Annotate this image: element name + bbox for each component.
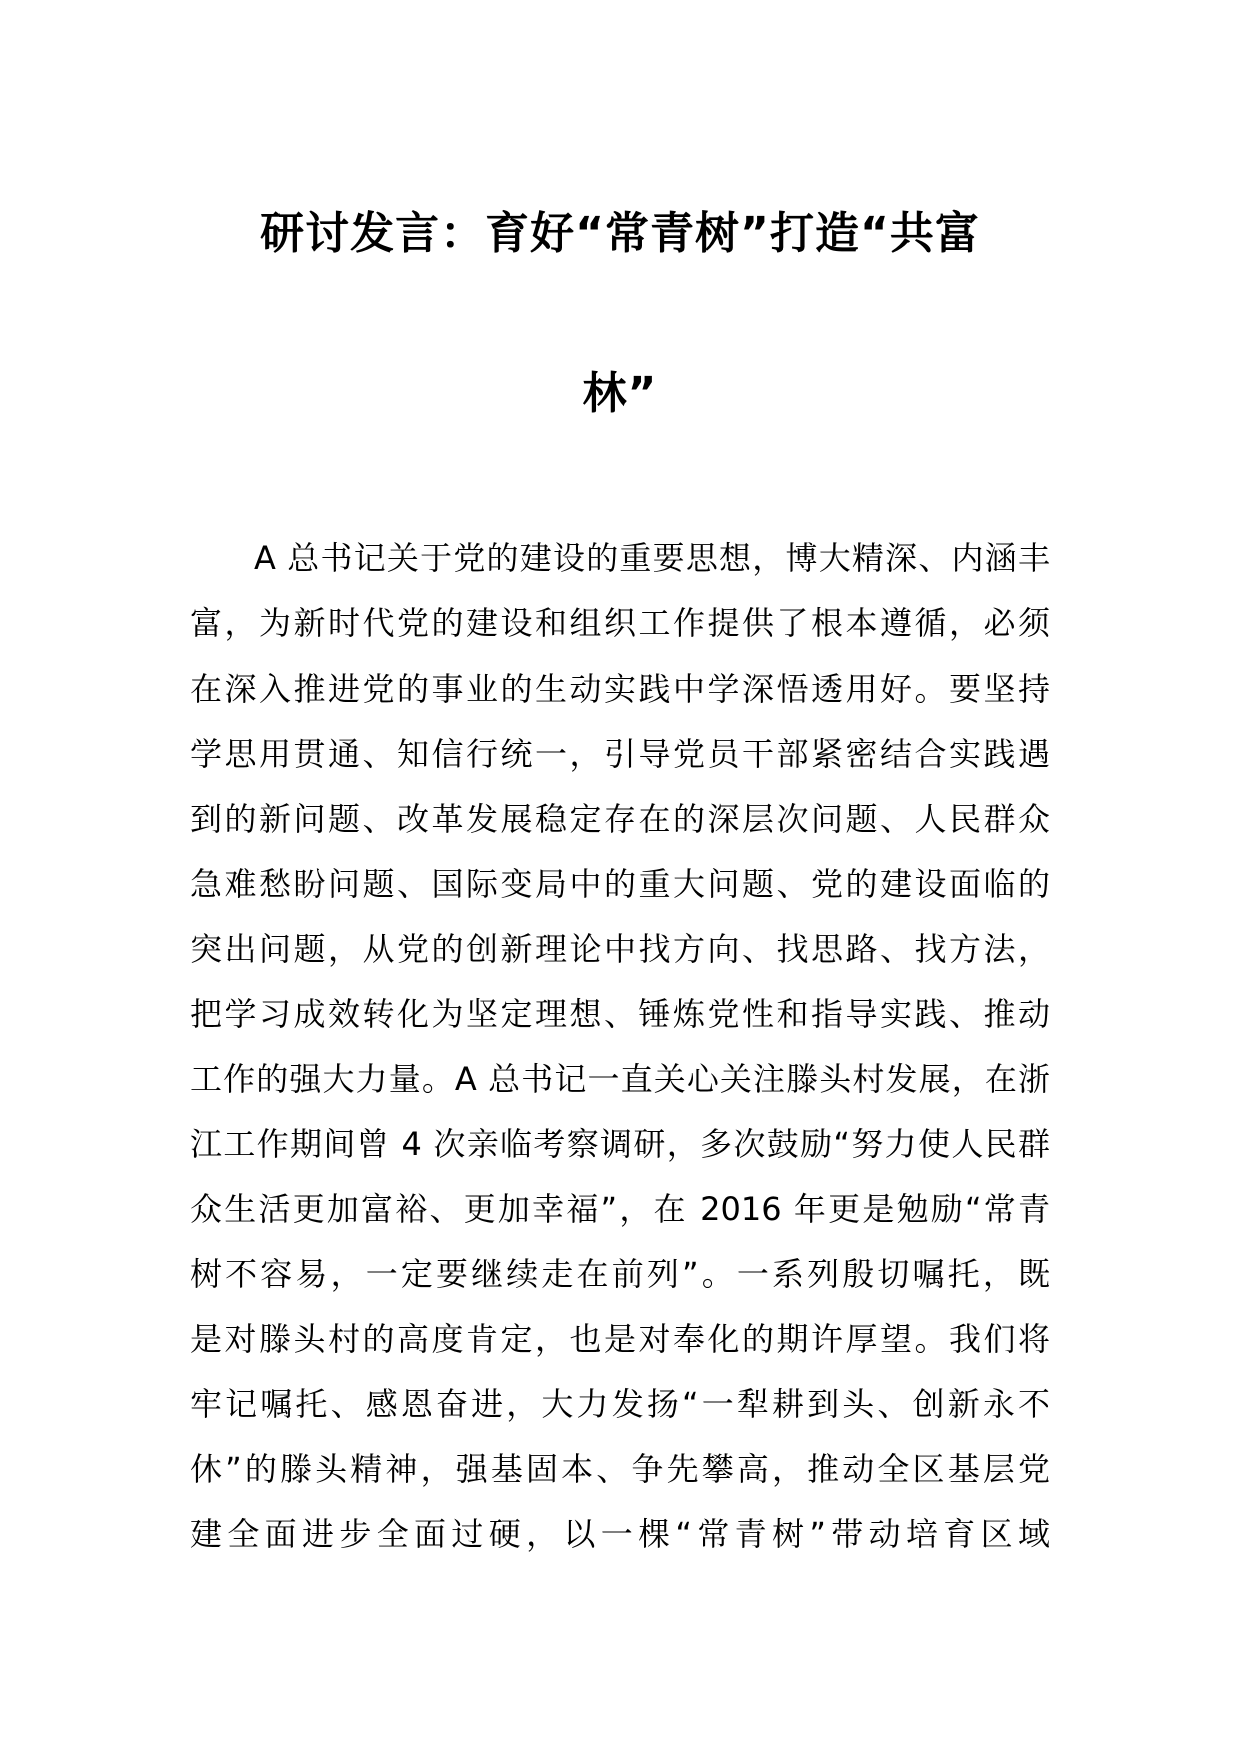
body-text-line-13: 是对滕头村的高度肯定，也是对奉化的期许厚望。我们将 bbox=[190, 1320, 1050, 1358]
body-text-line-1: A 总书记关于党的建设的重要思想，博大精深、内涵丰 bbox=[254, 539, 1050, 577]
body-text-line-2: 富，为新时代党的建设和组织工作提供了根本遵循，必须 bbox=[190, 604, 1050, 642]
body-text-line-8: 把学习成效转化为坚定理想、锤炼党性和指导实践、推动 bbox=[190, 995, 1050, 1033]
document-title-line-1: 研讨发言：育好“常青树”打造“共富 bbox=[260, 208, 980, 259]
body-text-line-14: 牢记嘱托、感恩奋进，大力发扬“一犁耕到头、创新永不 bbox=[190, 1385, 1050, 1423]
body-text-line-15: 休”的滕头精神，强基固本、争先攀高，推动全区基层党 bbox=[190, 1450, 1050, 1488]
body-text-line-16: 建全面进步全面过硬，以一棵“常青树”带动培育区域 bbox=[190, 1515, 1050, 1553]
body-text-line-9: 工作的强大力量。A 总书记一直关心关注滕头村发展，在浙 bbox=[190, 1060, 1050, 1098]
body-text-line-4: 学思用贯通、知信行统一，引导党员干部紧密结合实践遇 bbox=[190, 735, 1050, 773]
document-title-line-2: 林” bbox=[582, 368, 658, 419]
body-text-line-6: 急难愁盼问题、国际变局中的重大问题、党的建设面临的 bbox=[190, 865, 1050, 903]
body-text-line-11: 众生活更加富裕、更加幸福”，在 2016 年更是勉励“常青 bbox=[190, 1190, 1050, 1228]
body-text-line-3: 在深入推进党的事业的生动实践中学深悟透用好。要坚持 bbox=[190, 670, 1050, 708]
body-text-line-12: 树不容易，一定要继续走在前列”。一系列殷切嘱托，既 bbox=[190, 1255, 1050, 1293]
body-text-line-5: 到的新问题、改革发展稳定存在的深层次问题、人民群众 bbox=[190, 800, 1050, 838]
body-text-line-7: 突出问题，从党的创新理论中找方向、找思路、找方法， bbox=[190, 930, 1050, 968]
body-text-line-10: 江工作期间曾 4 次亲临考察调研，多次鼓励“努力使人民群 bbox=[190, 1125, 1050, 1163]
